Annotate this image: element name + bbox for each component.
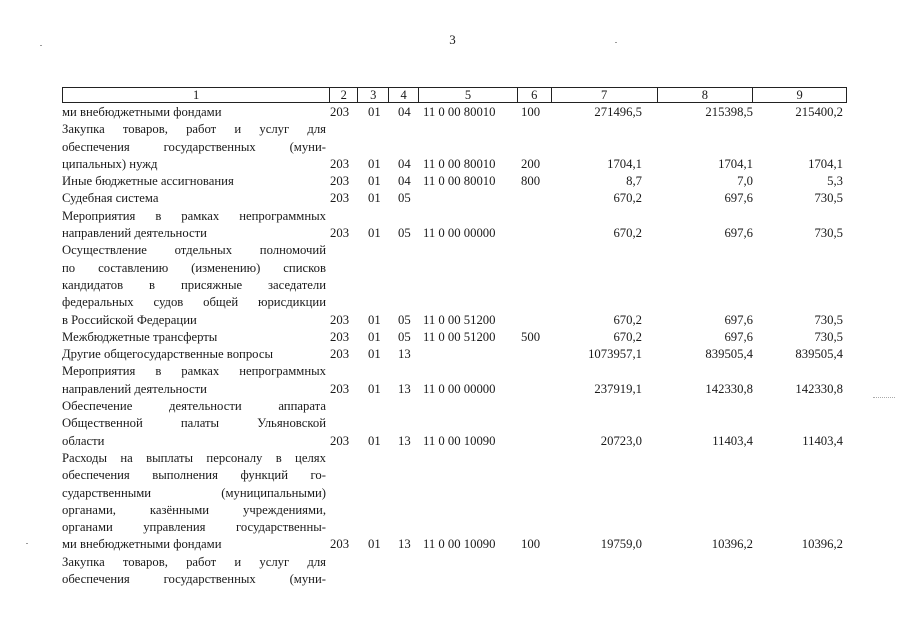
table-row-line xyxy=(62,104,847,121)
cell-c9: 1704,1 xyxy=(808,156,843,171)
cell-c3: 01 xyxy=(368,433,381,448)
row-description: органами управления государственны- xyxy=(62,520,326,535)
cell-c8: 1704,1 xyxy=(718,156,753,171)
cell-c5: 11 0 00 80010 xyxy=(423,105,496,119)
cell-c8: 7,0 xyxy=(737,174,753,189)
cell-c8: 697,6 xyxy=(724,191,753,206)
cell-c3: 01 xyxy=(368,537,381,552)
row-description: по составлению (изменению) списков xyxy=(62,260,326,275)
table-row-line xyxy=(62,329,847,346)
row-description: Межбюджетные трансферты xyxy=(62,329,218,344)
cell-c4: 13 xyxy=(398,433,411,448)
cell-c6: 100 xyxy=(521,537,541,552)
row-description: направлений деятельности xyxy=(62,381,207,396)
column-header-2: 2 xyxy=(330,88,358,102)
row-description: Расходы на выплаты персоналу в целях xyxy=(62,450,326,465)
cell-c2: 203 xyxy=(330,156,350,171)
row-description: обеспечения государственных (муни- xyxy=(62,139,326,154)
table-row-line xyxy=(62,312,847,329)
cell-c9: 730,5 xyxy=(814,191,843,206)
cell-c9: 142330,8 xyxy=(795,381,843,396)
scan-speck xyxy=(873,397,895,399)
table-row-line xyxy=(62,381,847,398)
cell-c3: 01 xyxy=(368,226,381,241)
table-row-line xyxy=(62,519,847,536)
cell-c4: 13 xyxy=(398,381,411,396)
row-description: Общественной палаты Ульяновской xyxy=(62,416,326,431)
scan-speck xyxy=(26,543,28,544)
cell-c3: 01 xyxy=(368,381,381,396)
cell-c8: 215398,5 xyxy=(705,105,753,119)
row-description: Мероприятия в рамках непрограммных xyxy=(62,364,326,379)
cell-c2: 203 xyxy=(330,537,350,552)
row-description: Другие общегосударственные вопросы xyxy=(62,347,273,362)
column-header-9: 9 xyxy=(796,88,803,102)
cell-c6: 200 xyxy=(521,156,541,171)
cell-c7: 8,7 xyxy=(626,174,642,189)
table-row-line xyxy=(62,398,847,415)
column-header-4: 4 xyxy=(389,88,419,102)
cell-c5: 11 0 00 00000 xyxy=(423,226,496,241)
cell-c4: 13 xyxy=(398,537,411,552)
table-row-line xyxy=(62,121,847,138)
table-row-line xyxy=(62,536,847,553)
row-description: кандидатов в присяжные заседатели xyxy=(62,277,326,292)
table-row-line xyxy=(62,415,847,432)
row-description: Мероприятия в рамках непрограммных xyxy=(62,208,326,223)
table-row-line xyxy=(62,208,847,225)
cell-c2: 203 xyxy=(330,381,350,396)
table-row-line xyxy=(62,363,847,380)
table-row-line xyxy=(62,346,847,363)
column-header-8: 8 xyxy=(658,88,754,102)
row-description: обеспечения государственных (муни- xyxy=(62,572,326,587)
column-header-1: 1 xyxy=(63,88,330,102)
cell-c7: 20723,0 xyxy=(600,433,642,448)
cell-c4: 13 xyxy=(398,347,411,362)
table-row-line xyxy=(62,502,847,519)
cell-c7: 670,2 xyxy=(613,329,642,344)
cell-c5: 11 0 00 51200 xyxy=(423,329,496,344)
cell-c9: 730,5 xyxy=(814,226,843,241)
table-row-line xyxy=(62,485,847,502)
cell-c9: 730,5 xyxy=(814,312,843,327)
table-row-line xyxy=(62,467,847,484)
cell-c7: 670,2 xyxy=(613,226,642,241)
table-row-line xyxy=(62,571,847,588)
cell-c4: 05 xyxy=(398,226,411,241)
row-description: Осуществление отдельных полномочий xyxy=(62,243,326,258)
row-description: Иные бюджетные ассигнования xyxy=(62,174,234,189)
table-row-line xyxy=(62,554,847,571)
cell-c7: 271496,5 xyxy=(594,105,642,119)
row-description: Судебная система xyxy=(62,191,159,206)
table-header xyxy=(62,87,847,103)
row-description: направлений деятельности xyxy=(62,226,207,241)
table-row-line xyxy=(62,450,847,467)
cell-c4: 04 xyxy=(398,156,411,171)
cell-c7: 1704,1 xyxy=(607,156,642,171)
cell-c5: 11 0 00 10090 xyxy=(423,537,496,552)
row-description: Закупка товаров, работ и услуг для xyxy=(62,122,326,137)
cell-c2: 203 xyxy=(330,433,350,448)
row-description: ми внебюджетными фондами xyxy=(62,105,222,119)
table-row-line xyxy=(62,277,847,294)
cell-c3: 01 xyxy=(368,347,381,362)
cell-c3: 01 xyxy=(368,191,381,206)
cell-c4: 05 xyxy=(398,312,411,327)
cell-c5: 11 0 00 51200 xyxy=(423,312,496,327)
column-header-6: 6 xyxy=(518,88,552,102)
cell-c5: 11 0 00 00000 xyxy=(423,381,496,396)
row-description: ципальных) нужд xyxy=(62,156,158,171)
page-number: 3 xyxy=(449,32,456,47)
cell-c5: 11 0 00 80010 xyxy=(423,156,496,171)
table-row-line xyxy=(62,294,847,311)
cell-c2: 203 xyxy=(330,105,350,119)
cell-c7: 670,2 xyxy=(613,191,642,206)
cell-c4: 05 xyxy=(398,191,411,206)
row-description: Обеспечение деятельности аппарата xyxy=(62,399,326,414)
cell-c4: 05 xyxy=(398,329,411,344)
cell-c3: 01 xyxy=(368,174,381,189)
cell-c7: 237919,1 xyxy=(594,381,642,396)
cell-c8: 142330,8 xyxy=(705,381,753,396)
cell-c9: 5,3 xyxy=(827,174,843,189)
cell-c3: 01 xyxy=(368,312,381,327)
cell-c6: 100 xyxy=(521,105,541,119)
table-row-line xyxy=(62,260,847,277)
cell-c8: 11403,4 xyxy=(712,433,753,448)
cell-c3: 01 xyxy=(368,156,381,171)
cell-c3: 01 xyxy=(368,329,381,344)
scan-speck xyxy=(615,42,617,43)
cell-c7: 19759,0 xyxy=(600,537,642,552)
cell-c8: 697,6 xyxy=(724,226,753,241)
row-description: Закупка товаров, работ и услуг для xyxy=(62,554,326,569)
row-description: федеральных судов общей юрисдикции xyxy=(62,295,326,310)
cell-c3: 01 xyxy=(368,105,381,119)
column-header-5: 5 xyxy=(419,88,518,102)
table-row-line xyxy=(62,433,847,450)
table-row-line xyxy=(62,156,847,173)
cell-c8: 839505,4 xyxy=(705,347,753,362)
cell-c2: 203 xyxy=(330,191,350,206)
table-row-line xyxy=(62,139,847,156)
table-row-line xyxy=(62,242,847,259)
cell-c4: 04 xyxy=(398,105,411,119)
cell-c4: 04 xyxy=(398,174,411,189)
cell-c9: 11403,4 xyxy=(802,433,843,448)
cell-c2: 203 xyxy=(330,174,350,189)
cell-c9: 215400,2 xyxy=(795,105,843,119)
row-description: обеспечения выполнения функций го- xyxy=(62,468,326,483)
cell-c2: 203 xyxy=(330,312,350,327)
cell-c8: 10396,2 xyxy=(711,537,753,552)
cell-c7: 670,2 xyxy=(613,312,642,327)
cell-c9: 839505,4 xyxy=(795,347,843,362)
cell-c7: 1073957,1 xyxy=(588,347,642,362)
column-header-3: 3 xyxy=(358,88,389,102)
row-description: области xyxy=(62,433,105,448)
row-description: ми внебюджетными фондами xyxy=(62,537,222,552)
row-description: органами, казёнными учреждениями, xyxy=(62,502,326,517)
column-header-7: 7 xyxy=(552,88,658,102)
table-row-line xyxy=(62,173,847,190)
row-description: в Российской Федерации xyxy=(62,312,197,327)
cell-c6: 500 xyxy=(521,329,541,344)
cell-c5: 11 0 00 10090 xyxy=(423,433,496,448)
cell-c5: 11 0 00 80010 xyxy=(423,174,496,189)
cell-c2: 203 xyxy=(330,226,350,241)
cell-c8: 697,6 xyxy=(724,329,753,344)
row-description: сударственными (муниципальными) xyxy=(62,485,326,500)
cell-c9: 730,5 xyxy=(814,329,843,344)
cell-c9: 10396,2 xyxy=(801,537,843,552)
table-row-line xyxy=(62,225,847,242)
table-row-line xyxy=(62,190,847,207)
cell-c6: 800 xyxy=(521,174,541,189)
cell-c2: 203 xyxy=(330,347,350,362)
table-body xyxy=(62,104,847,588)
cell-c8: 697,6 xyxy=(724,312,753,327)
cell-c2: 203 xyxy=(330,329,350,344)
scan-speck xyxy=(40,45,42,46)
